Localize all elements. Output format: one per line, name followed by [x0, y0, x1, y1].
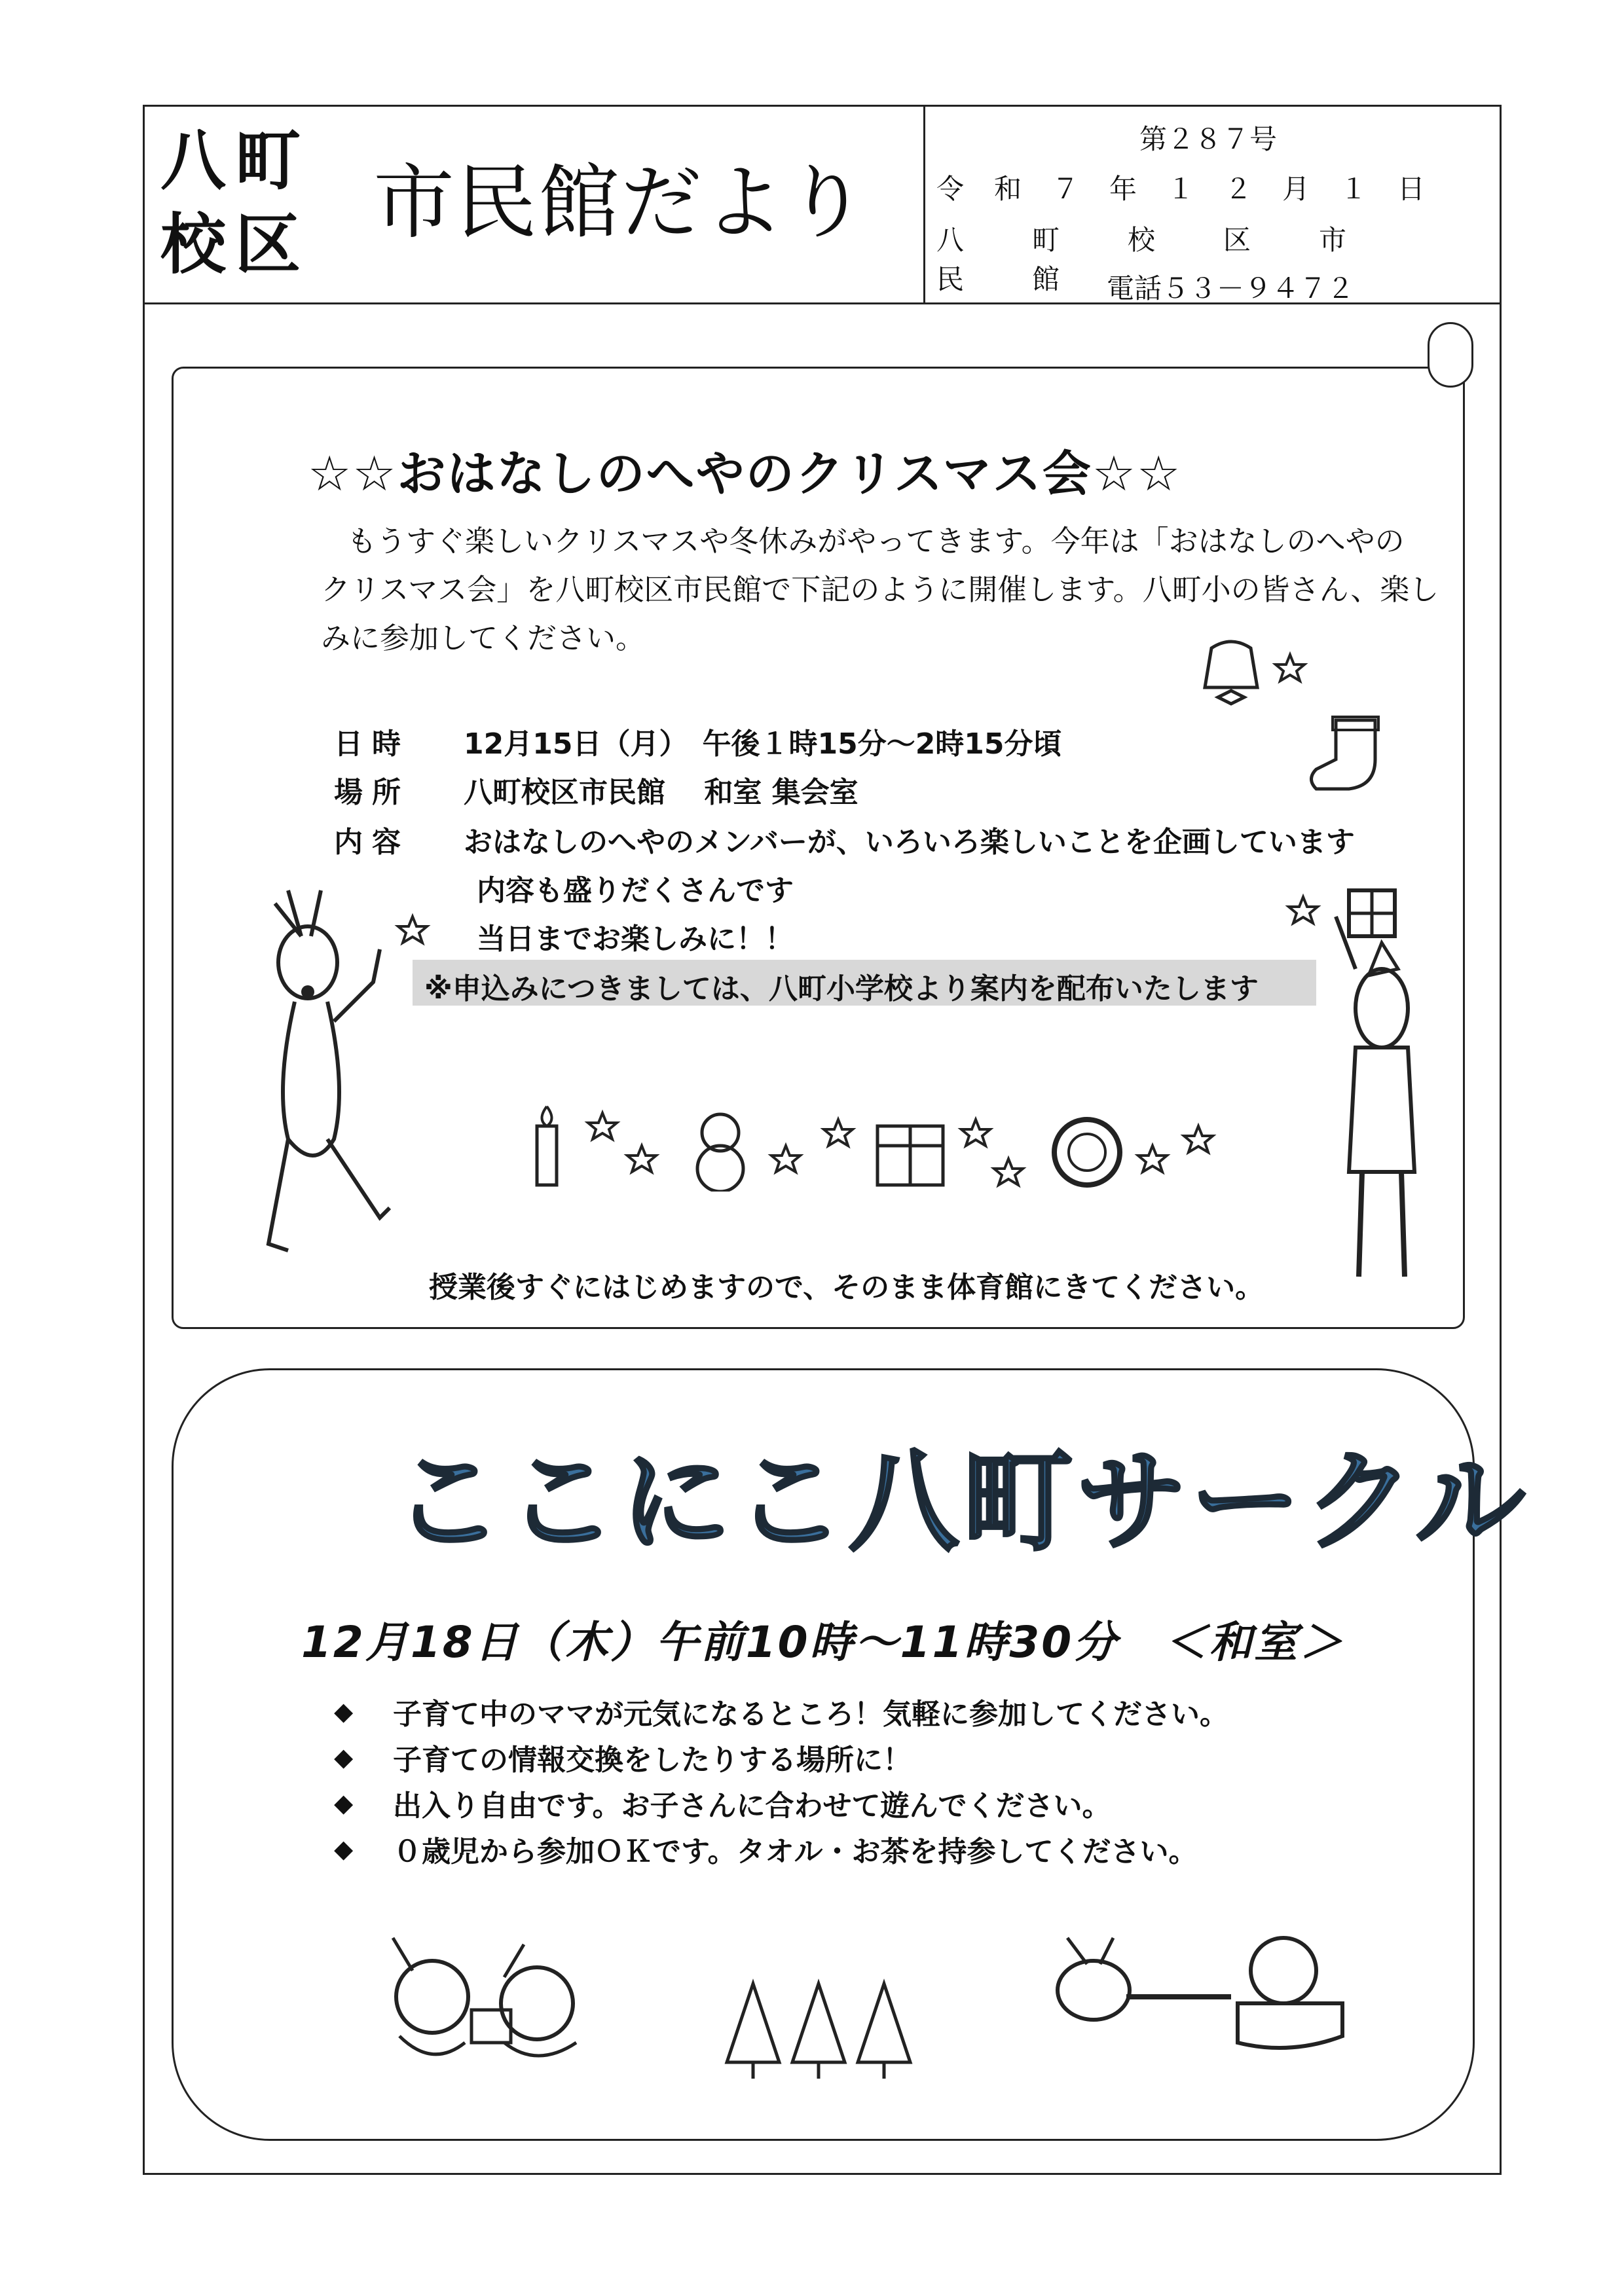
diamond-bullet-icon: ◆ — [334, 1743, 354, 1772]
candle-icon — [537, 1106, 557, 1185]
issue-number: 第２８７号 — [1139, 123, 1278, 155]
santa-illustration — [1283, 877, 1447, 1296]
masthead-district-line2: 校区 — [160, 206, 310, 283]
sleigh-illustration — [1041, 1925, 1369, 2069]
intro-line-3: みに参加してください。 — [321, 621, 646, 655]
time-label: 日時 — [334, 727, 410, 761]
children-illustration — [373, 1931, 609, 2069]
issue-date: 令和７年１２月１日 — [936, 173, 1456, 205]
publisher: 八町校区市民館 — [936, 224, 1415, 295]
header-vertical-divider — [923, 105, 925, 303]
time-value: 12月15日（月） 午後１時15分～2時15分頃 — [464, 727, 1062, 761]
diamond-bullet-icon: ◆ — [334, 1834, 354, 1863]
gift-icon — [877, 1126, 943, 1185]
decoration-row — [524, 1100, 1225, 1192]
place-value: 八町校区市民館 和室 集会室 — [464, 776, 858, 809]
place-label: 場所 — [334, 776, 410, 809]
wreath-icon — [1054, 1120, 1120, 1185]
diamond-bullet-icon: ◆ — [334, 1697, 354, 1726]
closing-text: 授業後すぐにはじめますので、そのまま体育館にきてください。 — [429, 1271, 1264, 1304]
circle-title: ここにこ八町サークル — [393, 1438, 1529, 1566]
content-line-3: 当日までお楽しみに！！ — [477, 922, 794, 956]
content-label: 内容 — [334, 826, 410, 859]
reindeer-illustration — [249, 877, 445, 1303]
masthead-district-line1: 八町 — [160, 122, 310, 199]
scroll-curl-top — [1428, 322, 1473, 388]
bullet-text: 出入り自由です。お子さんに合わせて遊んでください。 — [393, 1789, 1111, 1823]
diamond-bullet-icon: ◆ — [334, 1789, 354, 1817]
christmas-title: ☆☆おはなしのへやのクリスマス会☆☆ — [308, 446, 1182, 502]
masthead-title: 市民館だより — [373, 156, 869, 250]
bullet-text: ０歳児から参加ＯＫです。タオル・お茶を持参してください。 — [393, 1835, 1198, 1868]
phone: 電話５３－９４７２ — [1107, 272, 1355, 304]
bullet-text: 子育て中のママが元気になるところ！気軽に参加してください。 — [393, 1698, 1228, 1731]
stocking-icon — [1303, 714, 1401, 799]
notice-text: ※申込みにつきましては、八町小学校より案内を配布いたします — [424, 972, 1259, 1006]
bell-icon — [1185, 635, 1316, 720]
circle-bullet-2 — [334, 1736, 912, 1778]
trees-illustration — [720, 1977, 917, 2082]
bullet-text: 子育ての情報交換をしたりする場所に！ — [393, 1743, 912, 1777]
intro-line-1: もうすぐ楽しいクリスマスや冬休みがやってきます。今年は「おはなしのへやの — [347, 524, 1405, 558]
circle-bullet-1 — [334, 1690, 1228, 1732]
intro-line-2: クリスマス会」を八町校区市民館で下記のように開催します。八町小の皆さん、楽し — [321, 572, 1439, 607]
snowman-icon — [697, 1114, 743, 1192]
content-line-1: おはなしのへやのメンバーが、いろいろ楽しいことを企画しています — [464, 826, 1355, 859]
circle-bullet-3 — [334, 1782, 1111, 1824]
content-line-2: 内容も盛りだくさんです — [477, 874, 794, 907]
circle-schedule: 12月18日（木）午前10時～11時30分 ＜和室＞ — [301, 1617, 1345, 1667]
circle-bullet-4 — [334, 1828, 1197, 1870]
